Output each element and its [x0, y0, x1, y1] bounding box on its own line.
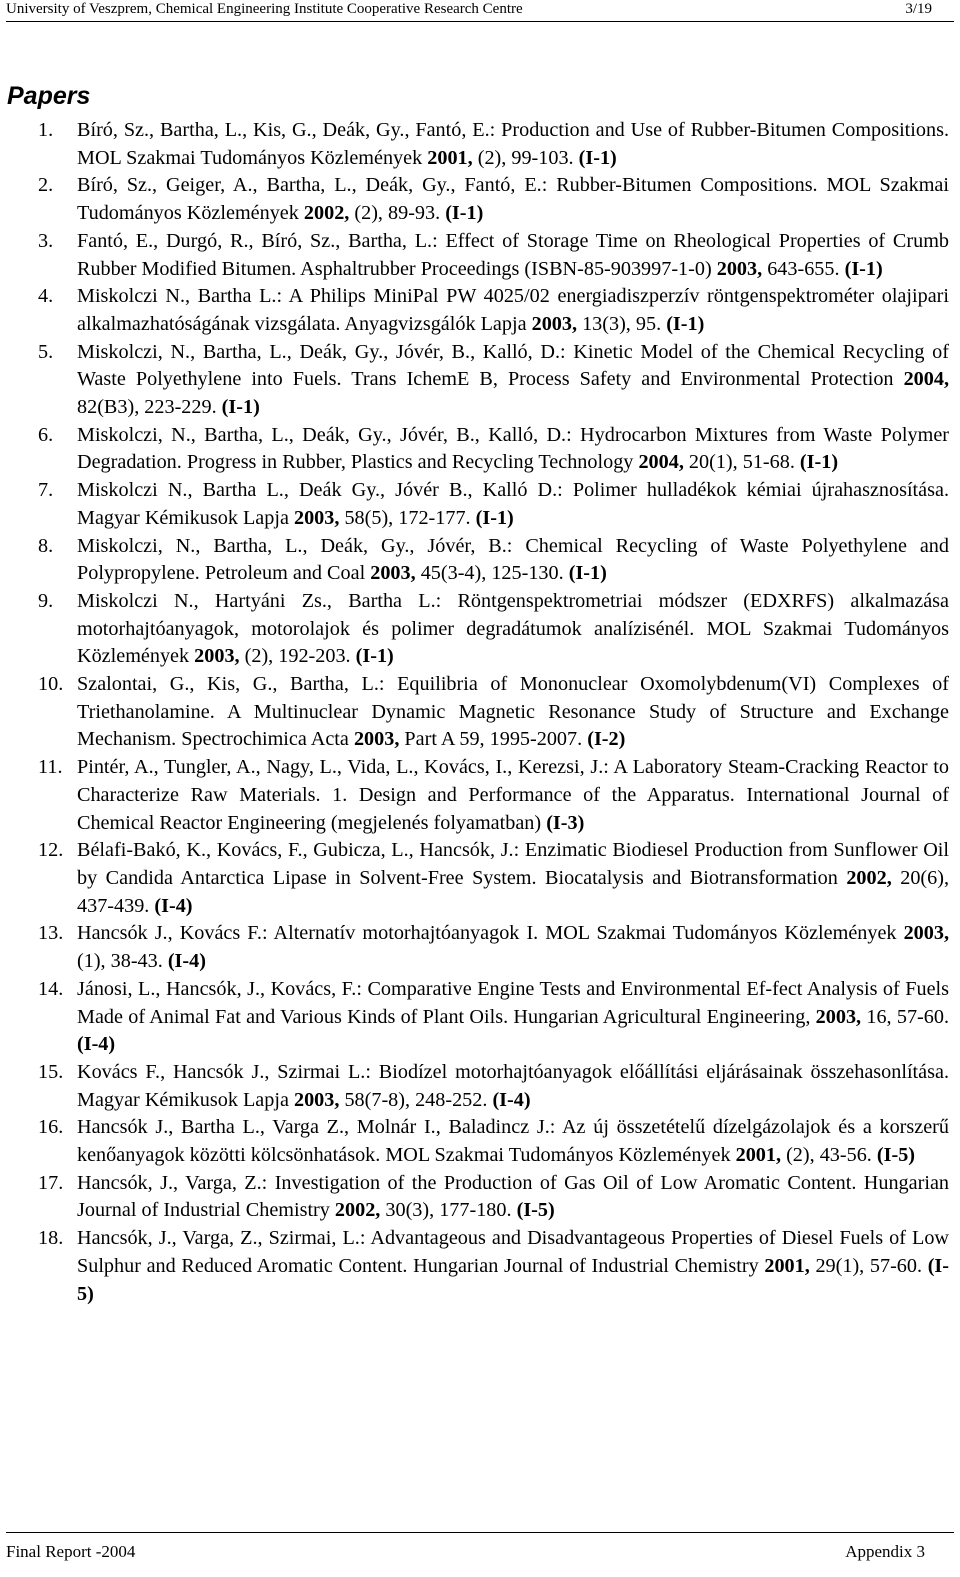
paper-pages: (2), 43-56. [781, 1144, 877, 1167]
paper-category: (I-1) [666, 312, 705, 335]
footer-rule [6, 1532, 954, 1533]
paper-pages: 20(1), 51-68. [683, 451, 800, 474]
paper-item [0, 1059, 949, 1114]
page-footer [6, 1530, 954, 1570]
paper-item [0, 422, 949, 477]
paper-pages: 16, 57-60. [861, 1005, 949, 1028]
paper-category: (I-4) [492, 1088, 531, 1111]
paper-citation: Hancsók, J., Varga, Z.: Investigation of the Production of Gas Oil of Low Aromatic Content. Hungarian Journal of Industrial Chemistry [77, 1171, 949, 1222]
paper-pages: 30(3), 177-180. [380, 1199, 517, 1222]
paper-citation: Bíró, Sz., Bartha, L., Kis, G., Deák, Gy., Fantó, E.: Production and Use of Rubber-Bitumen Compositions. MOL Szakmai Tudományos Közlemények [77, 119, 949, 169]
paper-item [0, 920, 949, 975]
paper-item [0, 671, 949, 754]
paper-year: 2003, [903, 922, 949, 945]
paper-category: (I-1) [578, 146, 617, 169]
paper-category: (I-4) [154, 894, 193, 917]
paper-number: 17. [38, 1171, 64, 1194]
paper-year: 2002, [334, 1199, 381, 1222]
paper-year: 2003, [293, 1088, 340, 1111]
paper-category: (I-5) [516, 1199, 555, 1222]
paper-category: (I-1) [568, 562, 607, 585]
paper-pages: (2), 89-93. [349, 202, 446, 225]
paper-number: 12. [38, 839, 64, 862]
paper-citation: Kovács F., Hancsók J., Szirmai L.: Biodízel motorhajtóanyagok előállítási eljárásainak összehasonlítása. Magyar Kémikusok Lapja [77, 1060, 949, 1111]
paper-category: (I-4) [167, 950, 206, 973]
paper-pages: 58(5), 172-177. [339, 506, 476, 529]
paper-category: (I-4) [77, 1033, 116, 1056]
paper-year: 2003, [716, 257, 763, 280]
paper-pages: 45(3-4), 125-130. [415, 562, 569, 585]
header-rule [6, 21, 954, 22]
paper-item [0, 588, 949, 671]
paper-citation: Miskolczi, N., Bartha, L., Deák, Gy., Jóvér, B.: Chemical Recycling of Waste Polyethylene and Polypropylene. Petroleum and Coal [77, 534, 949, 585]
paper-year: 2004, [638, 451, 684, 474]
paper-citation: Hancsók J., Kovács F.: Alternatív motorhajtóanyagok I. MOL Szakmai Tudományos Közlemények [77, 922, 904, 945]
paper-number: 16. [38, 1116, 64, 1139]
paper-year: 2003, [815, 1005, 862, 1028]
paper-pages: 643-655. [762, 257, 845, 280]
paper-category: (I-3) [546, 811, 585, 834]
paper-item [0, 172, 949, 227]
paper-pages: 20(6), 437-439. [77, 866, 950, 917]
paper-category: (I-2) [587, 728, 626, 751]
paper-number: 9. [38, 589, 54, 612]
paper-pages: (1), 38-43. [77, 950, 168, 973]
paper-year: 2001, [764, 1254, 810, 1277]
paper-number: 15. [38, 1060, 64, 1083]
paper-number: 3. [38, 229, 54, 252]
paper-category: (I-5) [876, 1144, 916, 1167]
paper-pages: (2), 192-203. [239, 645, 356, 668]
paper-citation: Pintér, A., Tungler, A., Nagy, L., Vida, L., Kovács, I., Kerezsi, J.: A Laboratory Steam-Cracking Reactor to Characterize Raw Materials. 1. Design and Performance of the Apparatus. International Journal of Chemical Reactor Engineering (megjelenés folyamatban) [77, 756, 949, 834]
paper-number: 4. [38, 285, 54, 308]
paper-item [0, 1114, 949, 1169]
paper-number: 18. [38, 1227, 64, 1250]
paper-item [0, 477, 949, 532]
paper-number: 7. [38, 479, 54, 502]
paper-item [0, 976, 949, 1059]
paper-item [0, 228, 949, 283]
paper-pages: (2), 99-103. [472, 146, 579, 169]
paper-year: 2003, [293, 506, 340, 529]
paper-item [0, 533, 949, 588]
footer-appendix: Appendix 3 [845, 1542, 925, 1561]
paper-citation: Miskolczi, N., Bartha, L., Deák, Gy., Jóvér, B., Kalló, D.: Kinetic Model of the Chemical Recycling of Waste Polyethylene into Fuels. Trans IchemE B, Process Safety and Environmental Protection [77, 340, 949, 391]
paper-year: 2002, [846, 866, 892, 889]
paper-number: 6. [38, 423, 54, 446]
paper-year: 2003, [370, 562, 416, 585]
page-header [6, 0, 954, 22]
paper-year: 2001, [427, 146, 473, 169]
paper-year: 2002, [303, 202, 350, 225]
paper-item [0, 283, 949, 338]
paper-pages: 82(B3), 223-229. [77, 396, 222, 419]
paper-number: 13. [38, 922, 64, 945]
paper-category: (I-1) [475, 506, 514, 529]
paper-number: 2. [38, 174, 54, 197]
paper-year: 2003, [194, 645, 240, 668]
paper-number: 1. [38, 119, 54, 141]
paper-number: 5. [38, 340, 54, 363]
paper-year: 2003, [353, 728, 400, 751]
paper-category: (I-5) [77, 1254, 949, 1305]
papers-list [0, 117, 949, 1308]
paper-pages: Part A 59, 1995-2007. [399, 728, 588, 751]
paper-citation: Bíró, Sz., Geiger, A., Bartha, L., Deák, Gy., Fantó, E.: Rubber-Bitumen Compositions. MOL Szakmai Tudományos Közlemények [77, 174, 949, 225]
paper-item [0, 837, 949, 920]
paper-citation: Miskolczi N., Bartha L., Deák Gy., Jóvér B., Kalló D.: Polimer hulladékok kémiai újrahasznosítása. Magyar Kémikusok Lapja [77, 479, 949, 529]
paper-category: (I-1) [844, 257, 883, 280]
paper-citation: Hancsók, J., Varga, Z., Szirmai, L.: Advantageous and Disadvantageous Properties of Diesel Fuels of Low Sulphur and Reduced Aromatic Content. Hungarian Journal of Industrial Chemistry [77, 1227, 949, 1277]
paper-category: (I-1) [445, 202, 484, 225]
paper-year: 2001, [735, 1144, 782, 1167]
paper-category: (I-1) [799, 451, 839, 474]
paper-item [0, 754, 949, 837]
paper-item [0, 117, 949, 172]
paper-citation: Fantó, E., Durgó, R., Bíró, Sz., Bartha, L.: Effect of Storage Time on Rheological Properties of Crumb Rubber Modified Bitumen. Asphaltrubber Proceedings (ISBN-85-903997-1-0) [77, 229, 949, 280]
paper-year: 2003, [531, 312, 578, 335]
paper-citation: Miskolczi N., Hartyáni Zs., Bartha L.: Röntgenspektrometriai módszer (EDXRFS) alkalmazása motorhajtóanyagok, motorolajok és polimer degradátumok analízisénél. MOL Szakmai Tudományos Közlemények [77, 589, 949, 668]
page-number: 3/19 [905, 1, 932, 17]
paper-number: 11. [38, 756, 63, 779]
paper-year: 2004, [903, 368, 949, 391]
section-title: Papers [7, 82, 91, 110]
paper-category: (I-1) [221, 396, 260, 419]
paper-number: 8. [38, 534, 54, 557]
paper-item [0, 1225, 949, 1308]
paper-pages: 29(1), 57-60. [809, 1254, 928, 1277]
paper-citation: Jánosi, L., Hancsók, J., Kovács, F.: Comparative Engine Tests and Environmental Ef-fect Analysis of Fuels Made of Animal Fat and Various Kinds of Plant Oils. Hungarian Agricultural Engineering, [77, 977, 949, 1028]
paper-citation: Miskolczi, N., Bartha, L., Deák, Gy., Jóvér, B., Kalló, D.: Hydrocarbon Mixtures from Waste Polymer Degradation. Progress in Rubber, Plastics and Recycling Technology [77, 423, 949, 474]
paper-citation: Hancsók J., Bartha L., Varga Z., Molnár I., Baladincz J.: Az új összetételű dízelgázolajok és a korszerű kenőanyagok közötti kölcsönhatások. MOL Szakmai Tudományos Közlemények [77, 1116, 949, 1167]
header-institution: University of Veszprem, Chemical Engineering Institute Cooperative Research Centre [6, 1, 523, 17]
paper-citation: Miskolczi N., Bartha L.: A Philips MiniPal PW 4025/02 energiadiszperzív röntgenspektrométer olajipari alkalmazhatóságának vizsgálata. Anyagvizsgálók Lapja [77, 285, 949, 335]
paper-item [0, 339, 949, 422]
paper-pages: 58(7-8), 248-252. [339, 1088, 493, 1111]
paper-pages: 13(3), 95. [577, 312, 667, 335]
paper-number: 10. [38, 673, 64, 696]
paper-category: (I-1) [355, 645, 394, 668]
paper-item [0, 1170, 949, 1225]
paper-citation: Szalontai, G., Kis, G., Bartha, L.: Equilibria of Mononuclear Oxomolybdenum(VI) Complexes of Triethanolamine. A Multinuclear Dynamic Magnetic Resonance Study of Structure and Exchange Mechanism. Spectrochimica Acta [77, 673, 949, 751]
paper-citation: Bélafi-Bakó, K., Kovács, F., Gubicza, L., Hancsók, J.: Enzimatic Biodiesel Production from Sunflower Oil by Candida Antarctica Lipase in Solvent-Free System. Biocatalysis and Biotransformation [77, 839, 949, 889]
footer-report: Final Report -2004 [6, 1542, 136, 1561]
paper-number: 14. [38, 977, 64, 1000]
